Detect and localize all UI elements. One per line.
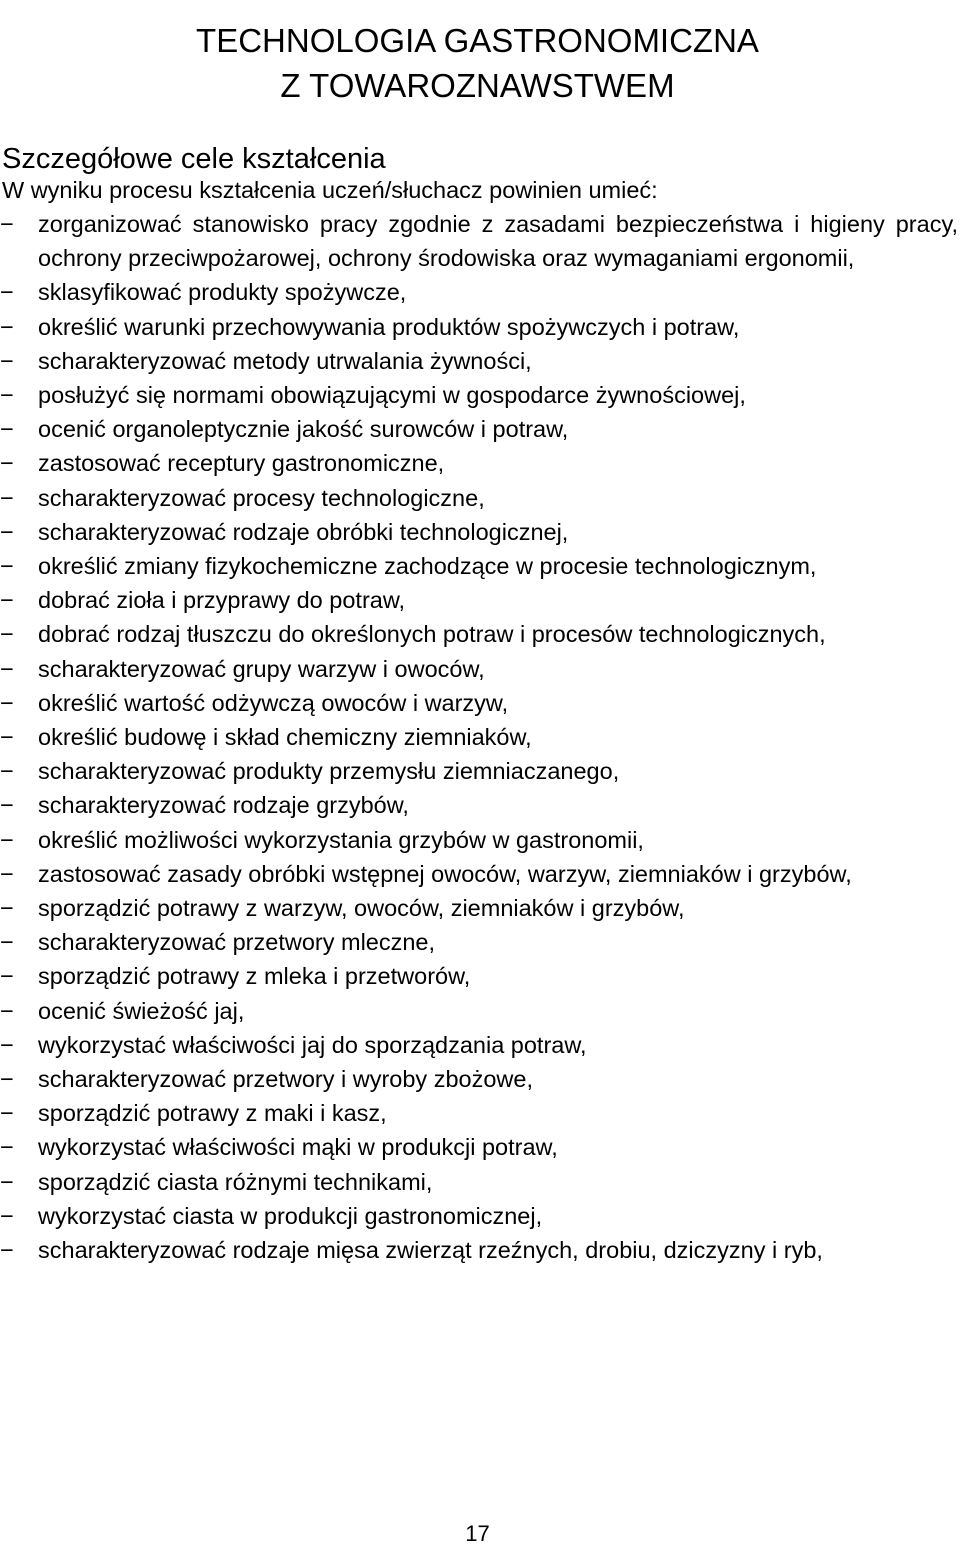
dash-bullet-icon: − bbox=[0, 895, 14, 922]
dash-bullet-icon: − bbox=[0, 347, 14, 374]
dash-bullet-icon: − bbox=[0, 279, 14, 306]
list-item bbox=[0, 1130, 958, 1164]
list-item bbox=[0, 1233, 958, 1267]
list-item-text: określić wartość odżywczą owoców i warzyw, bbox=[38, 689, 509, 716]
list-item bbox=[0, 207, 958, 275]
list-item-text: scharakteryzować przetwory i wyroby zbożowe, bbox=[38, 1066, 533, 1093]
dash-bullet-icon: − bbox=[0, 792, 14, 819]
list-item-text: sporządzić potrawy z warzyw, owoców, ziemniaków i grzybów, bbox=[38, 895, 685, 922]
dash-bullet-icon: − bbox=[0, 655, 14, 682]
dash-bullet-icon: − bbox=[0, 758, 14, 785]
dash-bullet-icon: − bbox=[0, 1202, 14, 1229]
document-title-line-2: Z TOWAROZNAWSTWEM bbox=[280, 67, 675, 105]
list-item bbox=[0, 378, 958, 412]
dash-bullet-icon: − bbox=[0, 1134, 14, 1161]
dash-bullet-icon: − bbox=[0, 313, 14, 340]
list-item-text: określić zmiany fizykochemiczne zachodzące w procesie technologicznym, bbox=[38, 553, 817, 580]
list-item bbox=[0, 446, 958, 480]
dash-bullet-icon: − bbox=[0, 929, 14, 956]
list-item bbox=[0, 652, 958, 686]
list-item-text: określić możliwości wykorzystania grzybów w gastronomii, bbox=[38, 826, 644, 853]
dash-bullet-icon: − bbox=[0, 1100, 14, 1127]
list-item-text: wykorzystać ciasta w produkcji gastronomicznej, bbox=[38, 1202, 543, 1229]
dash-bullet-icon: − bbox=[0, 211, 14, 237]
list-item bbox=[0, 275, 958, 309]
dash-bullet-icon: − bbox=[0, 553, 14, 580]
dash-bullet-icon: − bbox=[0, 416, 14, 443]
list-item-text: określić budowę i skład chemiczny ziemniaków, bbox=[38, 724, 532, 751]
list-item bbox=[0, 310, 958, 344]
list-item-text: zorganizować stanowisko pracy zgodnie z zasadami bezpieczeństwa i higieny pracy, ochrony przeciwpożarowej, ochrony środowiska oraz wymaganiami ergonomii, bbox=[38, 211, 958, 272]
list-item bbox=[0, 925, 958, 959]
list-item-text: sporządzić potrawy z maki i kasz, bbox=[38, 1100, 387, 1127]
list-item-text: wykorzystać właściwości mąki w produkcji potraw, bbox=[38, 1134, 558, 1161]
intro-text: W wyniku procesu kształcenia uczeń/słuchacz powinien umieć: bbox=[2, 177, 658, 203]
list-item-text: sporządzić potrawy z mleka i przetworów, bbox=[38, 963, 471, 990]
list-item bbox=[0, 959, 958, 993]
list-item-text: określić warunki przechowywania produktów spożywczych i potraw, bbox=[38, 313, 740, 340]
document-title-line-1: TECHNOLOGIA GASTRONOMICZNA bbox=[196, 22, 759, 60]
list-item bbox=[0, 344, 958, 378]
list-item bbox=[0, 754, 958, 788]
dash-bullet-icon: − bbox=[0, 587, 14, 614]
list-item-text: scharakteryzować rodzaje grzybów, bbox=[38, 792, 409, 819]
list-item-text: posłużyć się normami obowiązującymi w gospodarce żywnościowej, bbox=[38, 382, 746, 409]
dash-bullet-icon: − bbox=[0, 826, 14, 853]
list-item bbox=[0, 549, 958, 583]
list-item-text: scharakteryzować przetwory mleczne, bbox=[38, 929, 436, 956]
list-item-text: scharakteryzować rodzaje mięsa zwierząt rzeźnych, drobiu, dziczyzny i ryb, bbox=[38, 1237, 823, 1264]
dash-bullet-icon: − bbox=[0, 689, 14, 716]
list-item-text: sporządzić ciasta różnymi technikami, bbox=[38, 1168, 433, 1195]
list-item-text: scharakteryzować grupy warzyw i owoców, bbox=[38, 655, 485, 682]
list-item bbox=[0, 1199, 958, 1233]
list-item bbox=[0, 515, 958, 549]
dash-bullet-icon: − bbox=[0, 860, 14, 887]
list-item bbox=[0, 994, 958, 1028]
dash-bullet-icon: − bbox=[0, 997, 14, 1024]
dash-bullet-icon: − bbox=[0, 1168, 14, 1195]
list-item bbox=[0, 686, 958, 720]
list-item-text: ocenić organoleptycznie jakość surowców i potraw, bbox=[38, 416, 569, 443]
objectives-list bbox=[0, 207, 958, 1267]
list-item bbox=[0, 857, 958, 891]
document-title bbox=[0, 18, 955, 108]
dash-bullet-icon: − bbox=[0, 518, 14, 545]
list-item-text: scharakteryzować metody utrwalania żywności, bbox=[38, 347, 532, 374]
dash-bullet-icon: − bbox=[0, 1031, 14, 1058]
dash-bullet-icon: − bbox=[0, 1237, 14, 1264]
dash-bullet-icon: − bbox=[0, 450, 14, 477]
list-item bbox=[0, 1165, 958, 1199]
list-item bbox=[0, 720, 958, 754]
list-item-text: scharakteryzować produkty przemysłu ziemniaczanego, bbox=[38, 758, 620, 785]
list-item-text: dobrać zioła i przyprawy do potraw, bbox=[38, 587, 406, 614]
list-item-text: zastosować zasady obróbki wstępnej owoców, warzyw, ziemniaków i grzybów, bbox=[38, 860, 852, 887]
list-item-text: sklasyfikować produkty spożywcze, bbox=[38, 279, 407, 306]
dash-bullet-icon: − bbox=[0, 724, 14, 751]
list-item bbox=[0, 481, 958, 515]
list-item bbox=[0, 412, 958, 446]
list-item-text: scharakteryzować procesy technologiczne, bbox=[38, 484, 485, 511]
list-item-text: dobrać rodzaj tłuszczu do określonych potraw i procesów technologicznych, bbox=[38, 621, 826, 648]
list-item-text: zastosować receptury gastronomiczne, bbox=[38, 450, 445, 477]
list-item bbox=[0, 1062, 958, 1096]
list-item bbox=[0, 823, 958, 857]
dash-bullet-icon: − bbox=[0, 621, 14, 648]
list-item-text: wykorzystać właściwości jaj do sporządzania potraw, bbox=[38, 1031, 587, 1058]
list-item-text: scharakteryzować rodzaje obróbki technologicznej, bbox=[38, 518, 569, 545]
dash-bullet-icon: − bbox=[0, 484, 14, 511]
list-item bbox=[0, 583, 958, 617]
dash-bullet-icon: − bbox=[0, 382, 14, 409]
page-number: 17 bbox=[465, 1521, 490, 1546]
list-item bbox=[0, 1028, 958, 1062]
dash-bullet-icon: − bbox=[0, 963, 14, 990]
list-item bbox=[0, 617, 958, 651]
dash-bullet-icon: − bbox=[0, 1066, 14, 1093]
list-item-text: ocenić świeżość jaj, bbox=[38, 997, 245, 1024]
list-item bbox=[0, 788, 958, 822]
list-item bbox=[0, 1096, 958, 1130]
list-item bbox=[0, 891, 958, 925]
section-heading: Szczegółowe cele kształcenia bbox=[2, 143, 386, 176]
